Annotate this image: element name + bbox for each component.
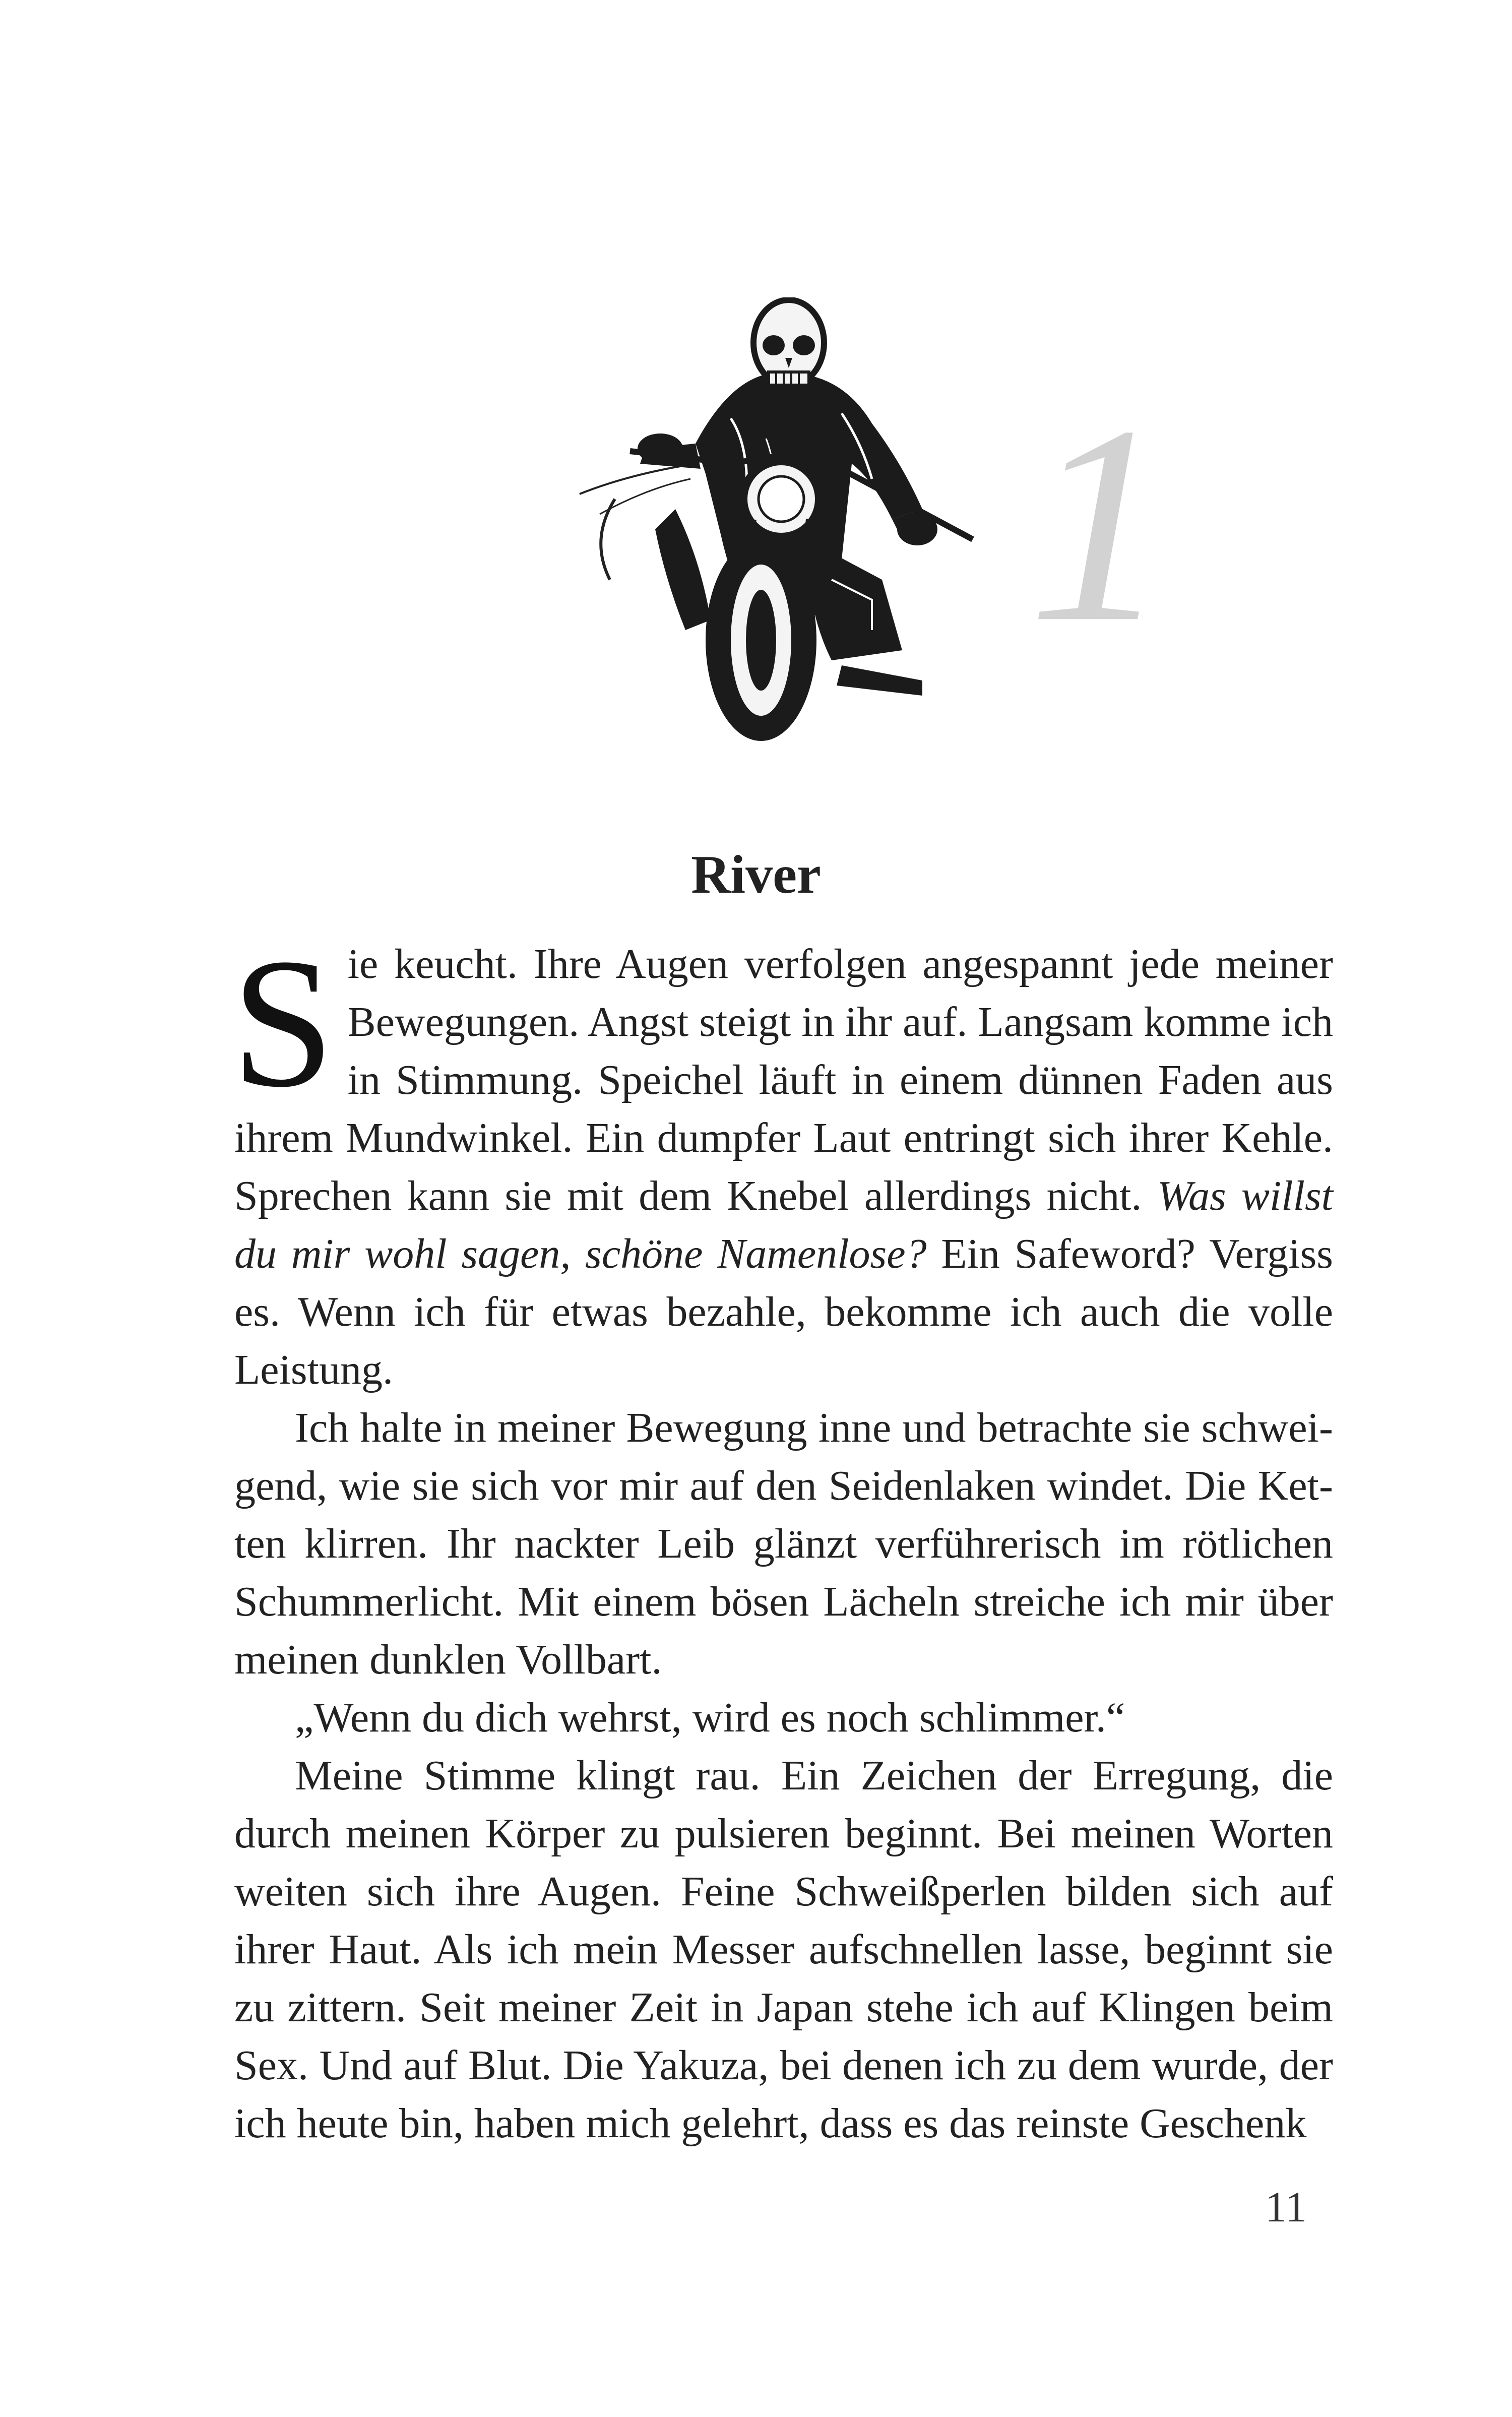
paragraph: Meine Stimme klingt rau. Ein Zeichen der Erregung, die durch meinen Körper zu pulsieren beginnt. Bei meinen Worten weiten sich ihre Augen. Feine Schweißperlen bilden sich auf ihrer Haut. Als ich mein Messer aufschnellen lasse, beginnt sie zu zittern. Seit meiner Zeit in Japan stehe ich auf Klingen beim Sex. Und auf Blut. Die Yakuza, bei denen ich zu dem wurde, der ich heute bin, haben mich gelehrt, dass es das reinste Geschenk (234, 1752, 1333, 2147)
paragraph: „Wenn du dich wehrst, wird es noch schlimmer.“ (295, 1694, 1125, 1741)
skeleton-biker-icon (570, 297, 998, 751)
body-text (231, 920, 1333, 2152)
paragraph: Ich halte in meiner Bewegung inne und betrachte sie schweigend, wie sie sich vor mir auf den Seidenlaken windet. Die Ketten klirren. Ihr nackter Leib glänzt verführerisch im rötlichen Schummerlicht. Mit einem bösen Lächeln streiche ich mir über meinen dunklen Vollbart. (234, 1404, 1333, 1683)
page-number: 11 (1265, 2183, 1307, 2231)
paragraph-text: ie keucht. Ihre Augen verfolgen angespannt jede meiner Bewegungen. Angst steigt in ihr auf. Langsam komme ich in Stimmung. Speichel läuft in einem dünnen Faden aus ihrem Mundwinkel. Ein dumpfer Laut entringt sich ihrer Kehle. Sprechen kann sie mit dem Knebel allerdings nicht. (234, 941, 1333, 1219)
chapter-number: 1 (1028, 368, 1169, 680)
paragraph (231, 920, 1333, 1399)
italic-thought: Was willst du mir wohl sagen, schöne Namenlose? (234, 1172, 1333, 1277)
paragraph-text: Ein Safeword? Vergiss es. Wenn ich für etwas bezahle, bekomme ich auch die volle Leistung. (234, 1230, 1333, 1393)
drop-cap: S (231, 920, 335, 1126)
chapter-title: River (691, 845, 821, 905)
